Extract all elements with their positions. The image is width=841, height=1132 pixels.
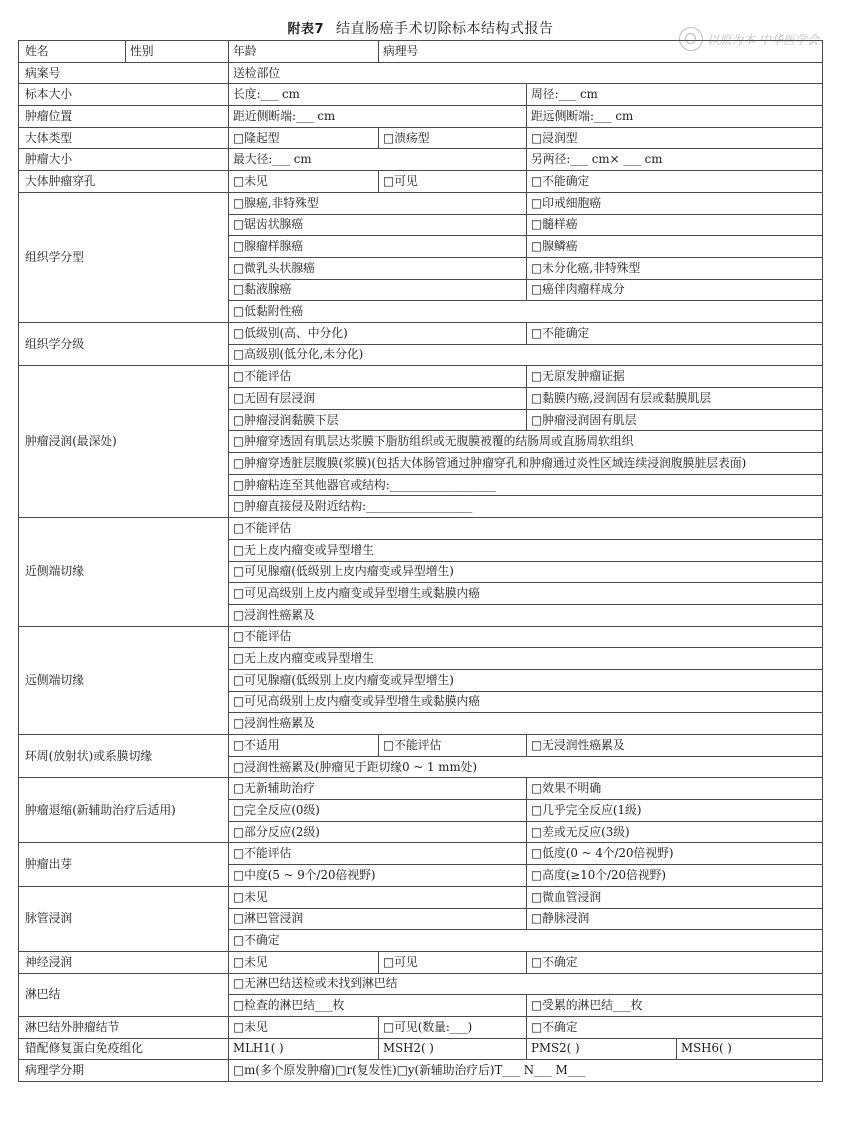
checkbox-option[interactable]: □未见 [229,886,527,908]
table-row [19,322,823,344]
checkbox-option[interactable]: □未见 [229,171,379,193]
checkbox-option[interactable]: □无上皮内瘤变或异型增生 [229,648,823,670]
checkbox-option[interactable]: □低度(0 ~ 4个/20倍视野) [527,843,823,865]
field-label: 肿瘤位置 [19,106,229,128]
checkbox-option[interactable]: □肿瘤穿透固有肌层达浆膜下脂肪组织或无腹膜被覆的结肠周或直肠周软组织 [229,431,823,453]
table-row [19,626,823,648]
checkbox-option[interactable]: □黏液腺癌 [229,279,527,301]
checkbox-option[interactable]: □溃疡型 [379,127,527,149]
fill-in-field[interactable]: 距近侧断端:___ cm [229,106,527,128]
field-label: 近侧端切缘 [19,518,229,626]
checkbox-option[interactable]: □肿瘤穿透脏层腹膜(浆膜)(包括大体肠管通过肿瘤穿孔和肿瘤通过炎性区域连续浸润腹膜脏层表面) [229,453,823,475]
field-label: 标本大小 [19,84,229,106]
fill-in-field[interactable]: 长度:___ cm [229,84,527,106]
fill-in-field[interactable]: 周径:___ cm [527,84,823,106]
report-body [19,41,823,1082]
field-label: 肿瘤大小 [19,149,229,171]
table-row [19,1038,823,1060]
checkbox-option[interactable]: □未见 [229,1016,379,1038]
checkbox-option[interactable]: □不能确定 [527,322,823,344]
table-row [19,735,823,757]
checkbox-option[interactable]: □未分化癌,非特殊型 [527,257,823,279]
field-label: 脉管浸润 [19,886,229,951]
field-label: 病理学分期 [19,1060,229,1082]
field-label: 错配修复蛋白免疫组化 [19,1038,229,1060]
table-row [19,973,823,995]
checkbox-option[interactable]: □不确定 [527,951,823,973]
checkbox-option[interactable]: □淋巴管浸润 [229,908,527,930]
checkbox-option[interactable]: □不适用 [229,735,379,757]
table-row [19,171,823,193]
checkbox-option[interactable]: □几乎完全反应(1级) [527,800,823,822]
checkbox-option[interactable]: □无原发肿瘤证据 [527,366,823,388]
checkbox-option[interactable]: □未见 [229,951,379,973]
checkbox-option[interactable]: □癌伴肉瘤样成分 [527,279,823,301]
fill-in-field[interactable]: 最大径:___ cm [229,149,527,171]
field-label: 大体类型 [19,127,229,149]
checkbox-option[interactable]: □可见高级别上皮内瘤变或异型增生或黏膜内癌 [229,583,823,605]
report-table [18,40,823,1082]
checkbox-option[interactable]: □差或无反应(3级) [527,821,823,843]
table-number: 附表7 [287,22,325,37]
fill-in-field[interactable]: 距远侧断端:___ cm [527,106,823,128]
checkbox-option[interactable]: □可见高级别上皮内瘤变或异型增生或黏膜内癌 [229,691,823,713]
checkbox-option[interactable]: □完全反应(0级) [229,800,527,822]
table-row [19,886,823,908]
checkbox-option[interactable]: □浸润性癌累及 [229,713,823,735]
fill-in-field[interactable]: PMS2( ) [527,1038,677,1060]
table-row [19,518,823,540]
checkbox-option[interactable]: □黏膜内癌,浸润固有层或黏膜肌层 [527,388,823,410]
field-cell: 年龄 [229,41,379,63]
table-row [19,149,823,171]
field-label: 肿瘤退缩(新辅助治疗后适用) [19,778,229,843]
field-cell: 性别 [126,41,229,63]
checkbox-option[interactable]: □不确定 [229,930,823,952]
table-row [19,366,823,388]
checkbox-option[interactable]: □浸润性癌累及 [229,604,823,626]
checkbox-option[interactable]: □隆起型 [229,127,379,149]
checkbox-option[interactable]: □低级别(高、中分化) [229,322,527,344]
table-row [19,84,823,106]
checkbox-option[interactable]: □不能评估 [229,366,527,388]
checkbox-option[interactable]: □不能评估 [229,843,527,865]
field-label: 淋巴结 [19,973,229,1016]
field-label: 病案号 [19,62,229,84]
checkbox-option[interactable]: □无上皮内瘤变或异型增生 [229,539,823,561]
checkbox-option[interactable]: □微血管浸润 [527,886,823,908]
checkbox-option[interactable]: □可见(数量:___) [379,1016,527,1038]
checkbox-option[interactable]: □可见 [379,951,527,973]
checkbox-option[interactable]: □腺鳞癌 [527,236,823,258]
checkbox-option[interactable]: □不能确定 [527,171,823,193]
field-label: 肿瘤浸润(最深处) [19,366,229,518]
fill-in-field[interactable]: 另两径:___ cm× ___ cm [527,149,823,171]
checkbox-option[interactable]: □锯齿状腺癌 [229,214,527,236]
field-label: 组织学分级 [19,322,229,365]
table-row [19,62,823,84]
field-label: 大体肿瘤穿孔 [19,171,229,193]
table-row [19,106,823,128]
field-label: 肿瘤出芽 [19,843,229,886]
table-row [19,1060,823,1082]
checkbox-option[interactable]: □受累的淋巴结___枚 [527,995,823,1017]
field-label: 淋巴结外肿瘤结节 [19,1016,229,1038]
field-label: 远侧端切缘 [19,626,229,734]
watermark-text: 以原为本 中华医学会 [707,32,819,47]
checkbox-option[interactable]: □检查的淋巴结___枚 [229,995,527,1017]
checkbox-option[interactable]: □腺癌,非特殊型 [229,192,527,214]
checkbox-option[interactable]: □可见 [379,171,527,193]
fill-in-field[interactable]: MSH2( ) [379,1038,527,1060]
field-label: 姓名 [19,41,126,63]
checkbox-option[interactable]: □不能评估 [229,518,823,540]
checkbox-option[interactable]: □微乳头状腺癌 [229,257,527,279]
field-cell: 送检部位 [229,62,823,84]
checkbox-option[interactable]: □肿瘤粘连至其他器官或结构:__________________ [229,474,823,496]
table-row [19,778,823,800]
checkbox-option[interactable]: □浸润型 [527,127,823,149]
checkbox-option[interactable]: □浸润性癌累及(肿瘤见于距切缘0 ~ 1 mm处) [229,756,823,778]
checkbox-option[interactable]: □高度(≥10个/20倍视野) [527,865,823,887]
checkbox-option[interactable]: □中度(5 ~ 9个/20倍视野) [229,865,527,887]
table-row [19,192,823,214]
table-row [19,951,823,973]
checkbox-option[interactable]: □高级别(低分化,未分化) [229,344,823,366]
checkbox-option[interactable]: □肿瘤浸润固有肌层 [527,409,823,431]
checkbox-option[interactable]: □腺瘤样腺癌 [229,236,527,258]
table-title: 结直肠癌手术切除标本结构式报告 [336,21,554,37]
checkbox-option[interactable]: □肿瘤直接侵及附近结构:__________________ [229,496,823,518]
checkbox-option[interactable]: □低黏附性癌 [229,301,823,323]
checkbox-option[interactable]: □髓样癌 [527,214,823,236]
field-cell: 病理号 [379,41,823,63]
table-row [19,127,823,149]
checkbox-option[interactable]: □印戒细胞癌 [527,192,823,214]
checkbox-option[interactable]: □无浸润性癌累及 [527,735,823,757]
checkbox-option[interactable]: □不确定 [527,1016,823,1038]
field-label: 环周(放射状)或系膜切缘 [19,735,229,778]
checkbox-option[interactable]: □不能评估 [379,735,527,757]
fill-in-field[interactable]: MLH1( ) [229,1038,379,1060]
table-row [19,1016,823,1038]
checkbox-option[interactable]: □静脉浸润 [527,908,823,930]
checkbox-option[interactable]: □无新辅助治疗 [229,778,527,800]
checkbox-option[interactable]: □肿瘤浸润黏膜下层 [229,409,527,431]
checkbox-option[interactable]: □不能评估 [229,626,823,648]
table-row [19,843,823,865]
checkbox-option[interactable]: □无淋巴结送检或未找到淋巴结 [229,973,823,995]
checkbox-option[interactable]: □部分反应(2级) [229,821,527,843]
field-label: 神经浸润 [19,951,229,973]
table-row [19,41,823,63]
field-label: 组织学分型 [19,192,229,322]
checkbox-option[interactable]: □可见腺瘤(低级别上皮内瘤变或异型增生) [229,669,823,691]
checkbox-option[interactable]: □可见腺瘤(低级别上皮内瘤变或异型增生) [229,561,823,583]
fill-in-field[interactable]: MSH6( ) [677,1038,823,1060]
checkbox-option[interactable]: □m(多个原发肿瘤)□r(复发性)□y(新辅助治疗后)T___ N___ M___ [229,1060,823,1082]
checkbox-option[interactable]: □效果不明确 [527,778,823,800]
checkbox-option[interactable]: □无固有层浸润 [229,388,527,410]
